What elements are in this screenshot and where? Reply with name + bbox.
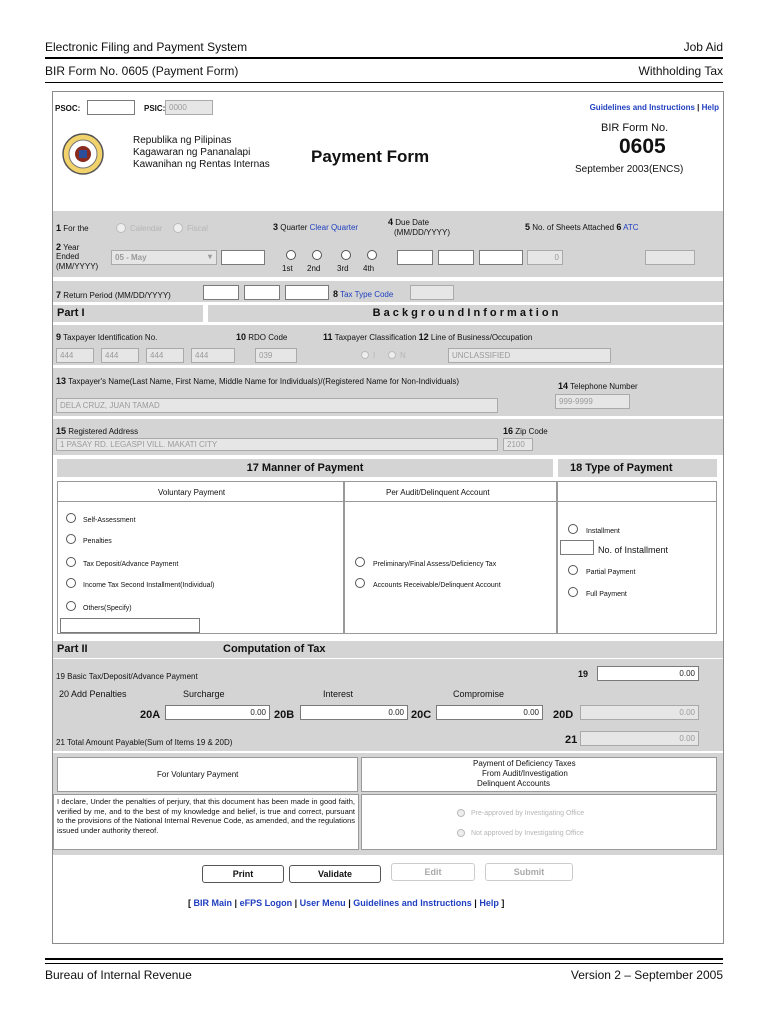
preapproved-label: Pre-approved by Investigating Office [471, 810, 585, 817]
form-number: 0605 [619, 135, 666, 158]
tax-type-code-link[interactable]: Tax Type Code [340, 290, 394, 299]
field-3-label: 3 Quarter Clear Quarter [273, 222, 359, 232]
form-version: September 2003(ENCS) [575, 164, 684, 175]
quarter-4-radio[interactable] [367, 250, 377, 260]
quarter-3-label: 3rd [337, 264, 349, 273]
psoc-label: PSOC: [55, 104, 81, 113]
quarter-4-label: 4th [363, 264, 375, 273]
submit-button[interactable]: Submit [485, 863, 573, 881]
doc-subheader-right: Withholding Tax [638, 64, 723, 78]
top-link-separator: | [697, 103, 700, 112]
bir-main-link[interactable]: BIR Main [193, 898, 233, 908]
nav-sep-2: | [294, 898, 298, 908]
payment-form-window [52, 91, 724, 944]
tin-part-3-input[interactable]: 444 [146, 348, 184, 363]
field-20d-label: 20D [553, 709, 574, 721]
not-approved-radio[interactable] [457, 829, 465, 837]
compromise-label: Compromise [453, 689, 505, 699]
psic-input[interactable]: 0000 [165, 100, 213, 115]
agency-line-2: Kagawaran ng Pananalapi [133, 147, 251, 158]
agency-line-3: Kawanihan ng Rentas Internas [133, 159, 270, 170]
line-of-business-input[interactable]: UNCLASSIFIED [448, 348, 611, 363]
field-1-label: 1 For the [56, 223, 89, 233]
part-1-title: B a c k g r o u n d I n f o r m a t i o n [208, 305, 723, 322]
field-16-label: 16 Zip Code [503, 426, 548, 436]
nav-bracket-open: [ [188, 898, 191, 908]
nav-sep-1: | [234, 898, 238, 908]
deficiency-heading-2: From Audit/Investigation [482, 769, 568, 778]
year-ended-year-input[interactable] [221, 250, 265, 265]
atc-link[interactable]: ATC [623, 223, 639, 232]
subheader-rule [45, 82, 723, 83]
field-21-number: 21 [565, 734, 578, 746]
doc-header-right: Job Aid [683, 40, 723, 54]
installment-label: Installment [586, 528, 620, 535]
self-assessment-label: Self-Assessment [83, 517, 136, 524]
efps-logon-link[interactable]: eFPS Logon [239, 898, 293, 908]
others-label: Others(Specify) [83, 605, 132, 612]
class-n-radio[interactable] [388, 351, 396, 359]
field-19-label: 19 Basic Tax/Deposit/Advance Payment [56, 672, 198, 681]
header-rule [45, 57, 723, 59]
tin-part-2-input[interactable]: 444 [101, 348, 139, 363]
field-2-label: 2 Year [56, 242, 80, 252]
tax-type-code-input[interactable] [410, 285, 454, 300]
approval-box [361, 794, 717, 850]
field-7-label: 7 Return Period (MM/DD/YYYY) [56, 290, 171, 300]
doc-footer-right: Version 2 – September 2005 [570, 968, 723, 982]
preapproved-radio[interactable] [457, 809, 465, 817]
compromise-input[interactable]: 0.00 [436, 705, 543, 720]
psoc-input[interactable] [87, 100, 135, 115]
interest-input[interactable]: 0.00 [300, 705, 408, 720]
accounts-receivable-radio[interactable] [355, 578, 365, 588]
accounts-receivable-label: Accounts Receivable/Delinquent Account [373, 582, 501, 589]
self-assessment-radio[interactable] [66, 513, 76, 523]
quarter-2-label: 2nd [307, 264, 321, 273]
chevron-down-icon: ▾ [207, 252, 212, 261]
field-2-ended: Ended [56, 252, 80, 261]
interest-label: Interest [323, 689, 354, 699]
part-2-header [53, 641, 723, 658]
partial-payment-label: Partial Payment [586, 569, 636, 576]
quarter-1-radio[interactable] [286, 250, 296, 260]
tin-part-1-input[interactable]: 444 [56, 348, 94, 363]
fiscal-radio[interactable] [173, 223, 183, 233]
tax-deposit-label: Tax Deposit/Advance Payment [83, 561, 179, 568]
clear-quarter-link[interactable]: Clear Quarter [309, 223, 359, 232]
help-link[interactable]: Help [701, 103, 719, 112]
address-input[interactable]: 1 PASAY RD. LEGASPI VILL. MAKATI CITY [56, 438, 498, 451]
field-9-label: 9 Taxpayer Identification No. [56, 332, 158, 342]
edit-button[interactable]: Edit [391, 863, 475, 881]
class-i-radio[interactable] [361, 351, 369, 359]
manner-of-payment-heading: 17 Manner of Payment [57, 459, 553, 477]
validate-button[interactable]: Validate [289, 865, 381, 883]
nav-links [188, 898, 504, 908]
partial-payment-radio[interactable] [568, 565, 578, 575]
top-links [590, 103, 719, 112]
calendar-radio[interactable] [116, 223, 126, 233]
sheets-attached-input[interactable]: 0 [527, 250, 563, 265]
field-14-label: 14 Telephone Number [558, 381, 638, 391]
not-approved-label: Not approved by Investigating Office [471, 830, 584, 837]
full-payment-radio[interactable] [568, 587, 578, 597]
field-13-label: 13 Taxpayer's Name(Last Name, First Name, Middle Name for Individuals)/(Registered Name for Non-Individuals) [56, 376, 460, 386]
year-ended-month-select[interactable]: 05 - May ▾ [111, 250, 217, 265]
part-2-label: Part II [57, 643, 88, 655]
tax-deposit-radio[interactable] [66, 557, 76, 567]
quarter-1-label: 1st [282, 264, 293, 273]
user-menu-link[interactable]: User Menu [299, 898, 346, 908]
penalties-radio[interactable] [66, 534, 76, 544]
type-payment-box [557, 481, 717, 634]
quarter-3-radio[interactable] [341, 250, 351, 260]
field-15-label: 15 Registered Address [56, 426, 139, 436]
others-radio[interactable] [66, 601, 76, 611]
installment-count-label: No. of Installment [598, 545, 669, 555]
fiscal-label: Fiscal [187, 224, 208, 233]
type-of-payment-heading: 18 Type of Payment [558, 459, 717, 477]
agency-line-1: Republika ng Pilipinas [133, 135, 232, 146]
others-specify-input[interactable] [60, 618, 200, 633]
telephone-input[interactable]: 999-9999 [555, 394, 630, 409]
print-button[interactable]: Print [202, 865, 284, 883]
doc-header-left: Electronic Filing and Payment System [45, 40, 248, 54]
field-8-label: 8 Tax Type Code [333, 289, 394, 299]
doc-footer-left: Bureau of Internal Revenue [45, 968, 192, 982]
basic-tax-input[interactable]: 0.00 [597, 666, 699, 681]
footer-rule-top [45, 958, 723, 960]
taxpayer-name-input[interactable]: DELA CRUZ, JUAN TAMAD [56, 398, 498, 413]
field-20c-label: 20C [411, 709, 432, 721]
voluntary-payment-heading: For Voluntary Payment [157, 770, 239, 779]
full-payment-label: Full Payment [586, 591, 627, 598]
nav-help-link[interactable]: Help [479, 898, 499, 908]
bir-seal-icon [61, 132, 105, 176]
voluntary-column-heading: Voluntary Payment [158, 488, 226, 497]
field-4-format: (MM/DD/YYYY) [394, 228, 450, 237]
quarter-2-radio[interactable] [312, 250, 322, 260]
rdo-code-input[interactable]: 039 [255, 348, 297, 363]
deficiency-heading-3: Delinquent Accounts [477, 779, 550, 788]
class-i-label: I [373, 351, 376, 360]
part-2-title: Computation of Tax [223, 643, 326, 655]
total-payable-input[interactable]: 0.00 [580, 731, 699, 746]
calendar-label: Calendar [130, 224, 163, 233]
installment-count-input[interactable] [560, 540, 594, 555]
second-installment-radio[interactable] [66, 578, 76, 588]
nav-sep-4: | [474, 898, 477, 908]
surcharge-label: Surcharge [183, 689, 225, 699]
form-title: Payment Form [311, 147, 430, 166]
nav-bracket-close: ] [501, 898, 505, 908]
deficiency-tax-radio[interactable] [355, 557, 365, 567]
due-date-year-input[interactable] [479, 250, 523, 265]
field-5-6-label: 5 No. of Sheets Attached 6 ATC [525, 222, 639, 232]
field-4-label: 4 Due Date [388, 217, 430, 227]
deficiency-tax-label: Preliminary/Final Assess/Deficiency Tax [373, 561, 497, 568]
return-period-day-input[interactable] [244, 285, 280, 300]
field-2-format: (MM/YYYY) [56, 262, 99, 271]
audit-column-heading: Per Audit/Delinquent Account [386, 488, 490, 497]
table-divider [57, 501, 717, 502]
tin-part-4-input[interactable]: 444 [191, 348, 235, 363]
zip-code-input[interactable]: 2100 [503, 438, 533, 451]
installment-radio[interactable] [568, 524, 578, 534]
deficiency-heading-1: Payment of Deficiency Taxes [473, 759, 576, 768]
class-n-label: N [400, 351, 406, 360]
field-20a-label: 20A [140, 709, 161, 721]
field-11-12-label: 11 Taxpayer Classification 12 Line of Business/Occupation [323, 332, 533, 342]
psic-label: PSIC: [144, 104, 166, 113]
footer-rule-bottom [45, 963, 723, 964]
form-no-label: BIR Form No. [601, 122, 669, 134]
field-20b-label: 20B [274, 709, 295, 721]
due-date-day-input[interactable] [438, 250, 474, 265]
declaration-text: I declare, Under the penalties of perjury, that this document has been made in good faith, verified by me, and to the best of my knowledge and belief, is true and correct, pursuant to the provisions of the National Internal Revenue Code, as amended, and the regulations issued under authority thereof. [53, 794, 359, 850]
nav-sep-3: | [348, 898, 351, 908]
nav-guidelines-link[interactable]: Guidelines and Instructions [353, 898, 472, 908]
due-date-month-input[interactable] [397, 250, 433, 265]
guidelines-link[interactable]: Guidelines and Instructions [589, 103, 695, 112]
audit-payment-box [344, 481, 557, 634]
surcharge-input[interactable]: 0.00 [165, 705, 270, 720]
field-10-label: 10 RDO Code [236, 332, 288, 342]
second-installment-label: Income Tax Second Installment(Individual) [83, 582, 215, 589]
total-penalties-input[interactable]: 0.00 [580, 705, 699, 720]
field-21-label: 21 Total Amount Payable(Sum of Items 19 & 20D) [56, 738, 233, 747]
doc-subheader-left: BIR Form No. 0605 (Payment Form) [45, 64, 239, 78]
field-19-number: 19 [578, 669, 589, 679]
field-20-label: 20 Add Penalties [59, 689, 127, 699]
return-period-year-input[interactable] [285, 285, 329, 300]
penalties-label: Penalties [83, 538, 112, 545]
atc-input[interactable] [645, 250, 695, 265]
part-1-label: Part I [53, 305, 203, 322]
return-period-month-input[interactable] [203, 285, 239, 300]
